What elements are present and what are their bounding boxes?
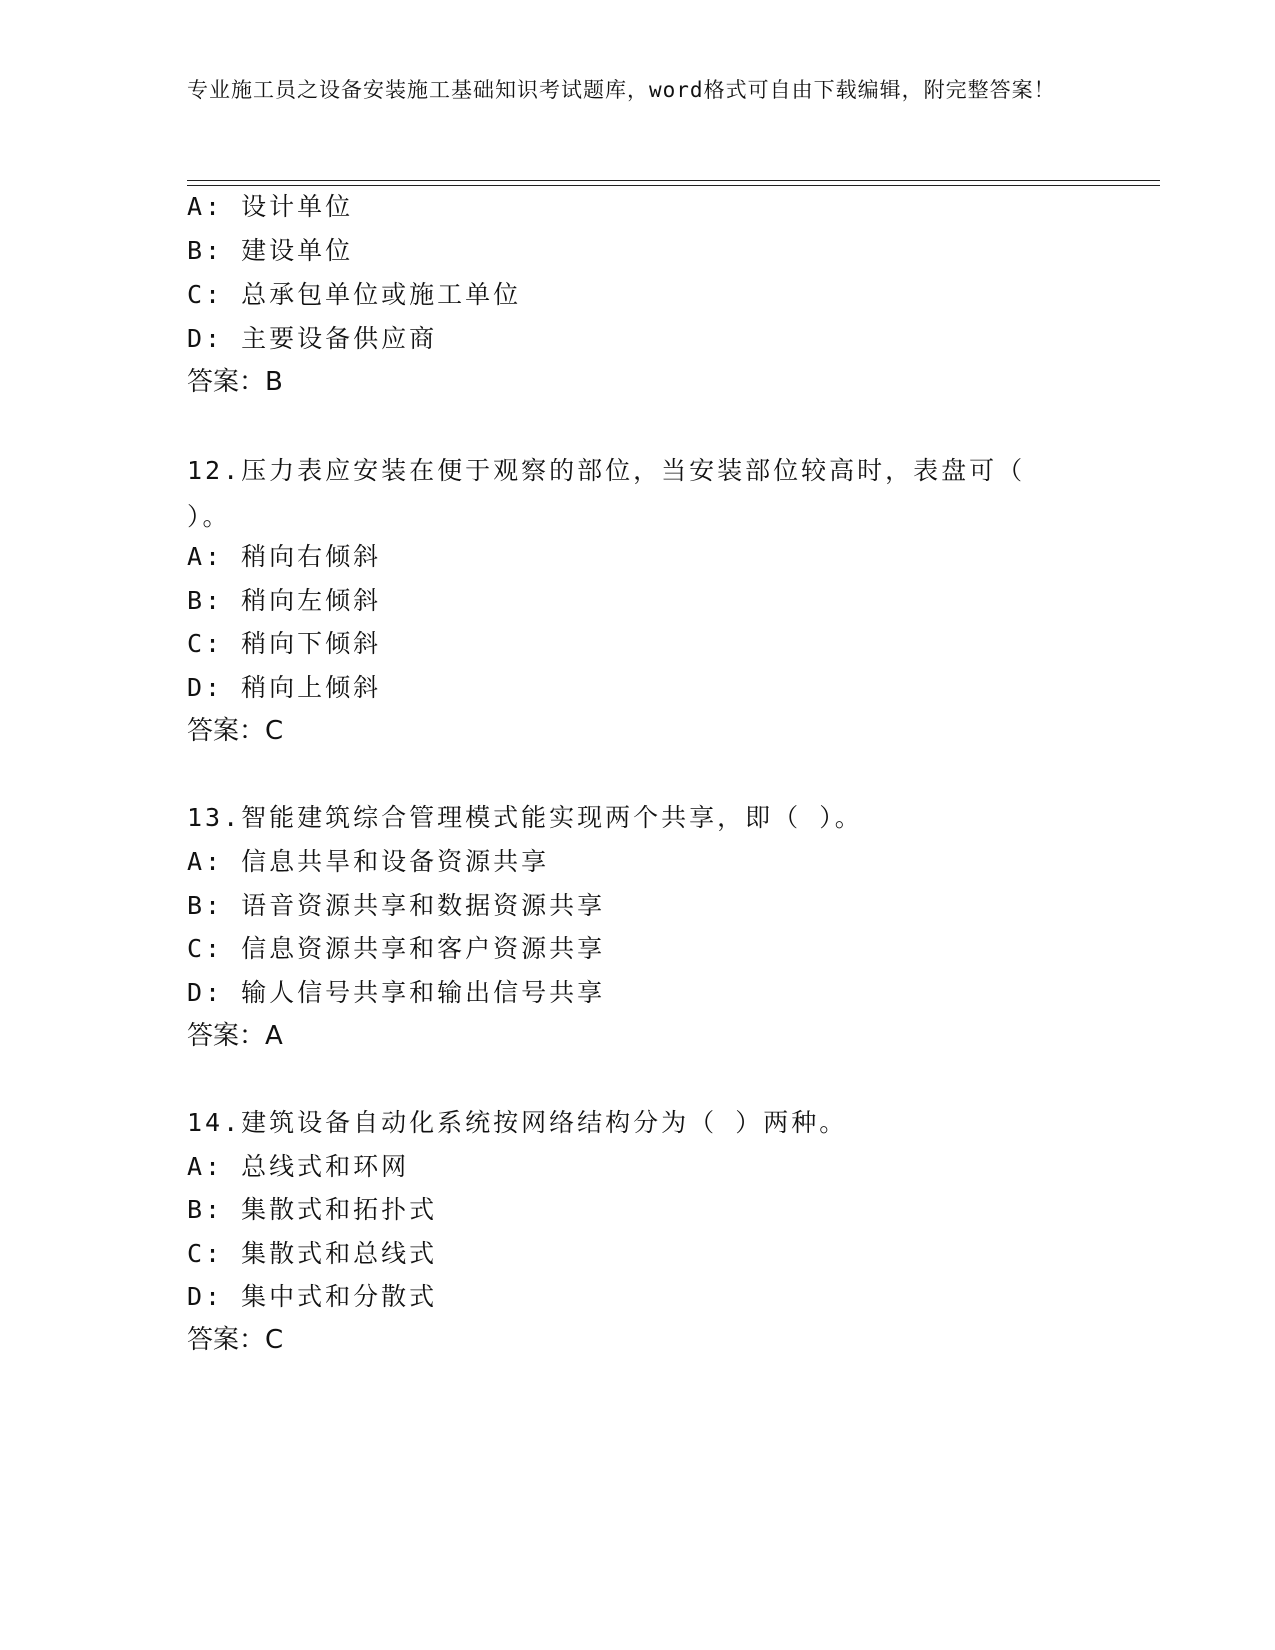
header-rule-bottom [187,185,1160,186]
option-a: A: 稍向右倾斜 [187,542,382,571]
option-a: A: 设计单位 [187,192,354,221]
answer-label: 答案：C [187,1325,284,1355]
option-b: B: 语音资源共享和数据资源共享 [187,891,606,920]
option-d: D: 主要设备供应商 [187,324,438,353]
answer-label: 答案：A [187,1021,283,1051]
option-b: B: 集散式和拓扑式 [187,1195,438,1224]
option-c: C: 总承包单位或施工单位 [187,280,522,309]
option-b: B: 稍向左倾斜 [187,586,382,615]
option-c: C: 信息资源共享和客户资源共享 [187,934,606,963]
question-text: 13.智能建筑综合管理模式能实现两个共享，即（ ）。 [187,803,863,832]
option-c: C: 稍向下倾斜 [187,629,382,658]
option-d: D: 稍向上倾斜 [187,673,382,702]
option-d: D: 输人信号共享和输出信号共享 [187,978,606,1007]
option-a: A: 总线式和环网 [187,1152,410,1181]
answer-label: 答案：B [187,367,283,397]
document-header: 专业施工员之设备安装施工基础知识考试题库，word格式可自由下载编辑，附完整答案！ [187,78,1056,102]
option-d: D: 集中式和分散式 [187,1282,438,1311]
question-text: 12.压力表应安装在便于观察的部位，当安装部位较高时，表盘可（ ）。 [187,456,1026,531]
header-rule-top [187,180,1160,181]
option-a: A: 信息共旱和设备资源共享 [187,847,550,876]
option-c: C: 集散式和总线式 [187,1239,438,1268]
answer-label: 答案：C [187,716,284,746]
question-text: 14.建筑设备自动化系统按网络结构分为（ ）两种。 [187,1108,848,1137]
option-b: B: 建设单位 [187,236,354,265]
